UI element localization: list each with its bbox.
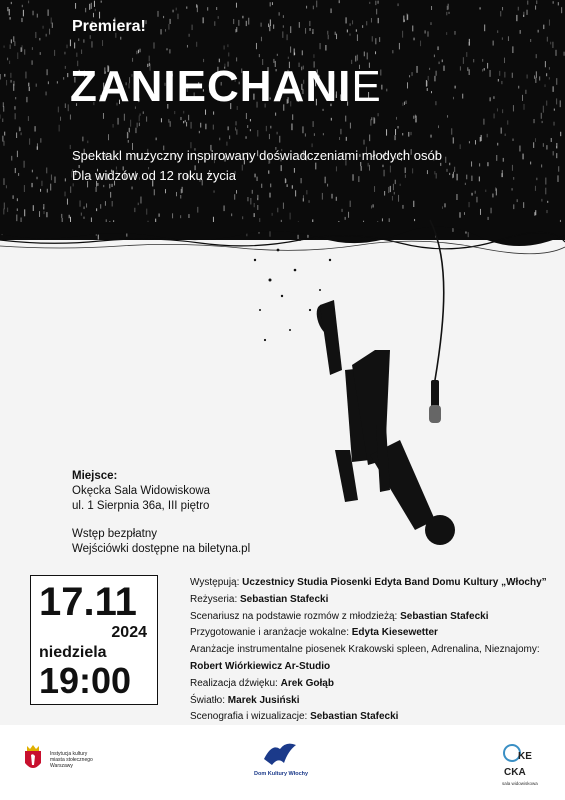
credit-row: Występują: Uczestnicy Studia Piosenki Edyta Band Domu Kultury „Włochy” bbox=[190, 577, 547, 588]
entry-line-2: Wejściówki dostępne na biletyna.pl bbox=[72, 543, 251, 555]
date-year: 2024 bbox=[111, 624, 147, 641]
credit-row: Scenariusz na podstawie rozmów z młodzieżą: Sebastian Stafecki bbox=[190, 610, 489, 622]
date-box bbox=[30, 575, 158, 705]
venue-label bbox=[72, 470, 117, 482]
falling-figure-illustration bbox=[250, 200, 490, 560]
date-time: 19:00 bbox=[39, 660, 132, 701]
footer bbox=[0, 725, 565, 800]
credit-row: Realizacja dźwięku: Arek Gołąb bbox=[190, 677, 334, 689]
subtitle-line-1: Spektakl muzyczny inspirowany doświadczeniami młodych osób bbox=[72, 148, 442, 163]
institution-text: Instytucja kultury miasta stołecznego Warszawy bbox=[50, 751, 93, 769]
title-light: E bbox=[351, 62, 382, 111]
title-bold: ZANIECHANI bbox=[70, 62, 352, 111]
microphone-icon bbox=[429, 380, 441, 423]
subtitle-line-2: Dla widzów od 12 roku życia bbox=[72, 168, 237, 183]
venue-name: Okęcka Sala Widowiskowa bbox=[72, 485, 211, 497]
svg-text:CKA: CKA bbox=[504, 767, 526, 778]
credits-list bbox=[190, 575, 550, 726]
credit-row: Reżyseria: Sebastian Stafecki bbox=[190, 593, 329, 605]
date-day-month: 17.11 bbox=[39, 580, 137, 624]
date-weekday: niedziela bbox=[39, 644, 107, 661]
warsaw-coat-of-arms-icon bbox=[22, 743, 44, 773]
credit-row: Scenografia i wizualizacje: Sebastian Stafecki bbox=[190, 711, 399, 723]
credit-row: Światło: Marek Jusiński bbox=[190, 694, 300, 706]
venue-label-text: Miejsce: bbox=[72, 470, 118, 482]
svg-text:KE: KE bbox=[518, 751, 532, 762]
dkw-text: Dom Kultury Włochy bbox=[254, 771, 309, 777]
venue-address: ul. 1 Sierpnia 36a, III piętro bbox=[72, 500, 210, 512]
okecka-text: sala widowiskowa bbox=[502, 781, 538, 786]
dom-kultury-wlochy-logo bbox=[262, 739, 298, 769]
credit-row: Aranżacje instrumentalne piosenek Krakowski spleen, Adrenalina, Nieznajomy: bbox=[190, 644, 540, 656]
show-title bbox=[70, 62, 382, 112]
premiere-label: Premiera! bbox=[72, 18, 146, 35]
entry-line-1: Wstęp bezpłatny bbox=[72, 528, 158, 540]
credit-row: Przygotowanie i aranżacje wokalne: Edyta Kiesewetter bbox=[190, 627, 438, 639]
credit-row: Robert Wiórkiewicz Ar-Studio bbox=[190, 660, 331, 672]
